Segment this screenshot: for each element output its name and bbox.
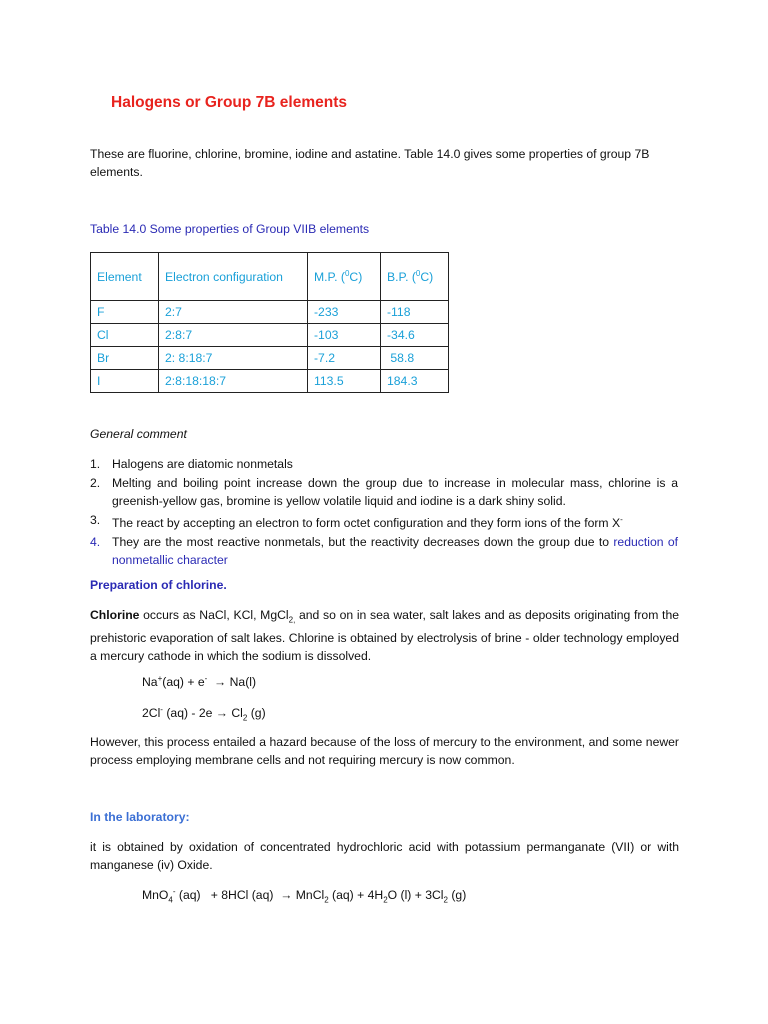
- eq-text: MnO: [142, 888, 169, 903]
- cell-mp: -7.2: [308, 347, 381, 370]
- cell-element: Br: [91, 347, 159, 370]
- table-row: [91, 370, 449, 393]
- general-comment-heading: General comment: [90, 427, 187, 441]
- laboratory-heading: In the laboratory:: [90, 810, 190, 824]
- eq-sub: 2: [443, 895, 448, 905]
- header-mp: [308, 253, 381, 301]
- list-item: [90, 511, 678, 532]
- header-bp: [381, 253, 449, 301]
- table-row: [91, 324, 449, 347]
- eq-sup: +: [157, 674, 163, 683]
- header-bp-unit: C): [420, 270, 434, 285]
- properties-table: [90, 252, 449, 393]
- cell-mp: 113.5: [308, 370, 381, 393]
- eq-text: Na: [142, 675, 158, 690]
- list-text: They are the most reactive nonmetals, but the reactivity decreases down the group due to: [112, 535, 614, 550]
- list-number: 2.: [90, 476, 101, 490]
- cell-bp: 58.8: [381, 347, 449, 370]
- list-number: 3.: [90, 513, 101, 527]
- cell-bp: 184.3: [381, 370, 449, 393]
- equation-1: [142, 674, 256, 689]
- list-text: Melting and boiling point increase down the group due to increase in molecular mass, chlorine is a greenish-yellow gas, bromine is yellow volatile liquid and iodine is a dark shiny solid.: [112, 476, 678, 508]
- eq-text: (g): [247, 706, 266, 721]
- cell-mp: -103: [308, 324, 381, 347]
- header-bp-degree: 0: [415, 268, 421, 278]
- table-row: [91, 347, 449, 370]
- list-superscript: -: [620, 515, 623, 524]
- eq-text: O (l) + 3Cl: [387, 888, 444, 903]
- para-text: and so on in sea water, salt lakes and as deposits originating from the prehistoric evaporation of salt lakes. Chlorine is obtained by electrolysis of brine - older technology employed a mercury cathode in which the sodium is dissolved.: [90, 608, 680, 664]
- eq-sup: -: [172, 887, 176, 896]
- hazard-paragraph: However, this process entailed a hazard because of the loss of mercury to the environment, and some newer process employing membrane cells and not requiring mercury is now common.: [90, 735, 679, 767]
- eq-text: (g): [447, 888, 467, 903]
- list-item: [90, 455, 678, 473]
- highlight-text: reduction of nonmetallic character: [112, 535, 678, 568]
- eq-text: → Na(l): [207, 675, 257, 690]
- eq-sub: 4: [168, 895, 173, 905]
- subscript: 2,: [288, 615, 296, 625]
- list-text: Halogens are diatomic nonmetals: [112, 457, 293, 471]
- eq-sup: -: [160, 705, 163, 714]
- list-number: 4.: [90, 535, 101, 550]
- cell-bp: -118: [381, 301, 449, 324]
- intro-paragraph: These are fluorine, chlorine, bromine, iodine and astatine. Table 14.0 gives some properties of group 7B elements.: [90, 147, 650, 179]
- eq-text: 2Cl: [142, 706, 161, 721]
- header-mp-label: M.P. (: [314, 270, 345, 285]
- cell-config: 2:8:18:18:7: [159, 370, 308, 393]
- cell-config: 2:8:7: [159, 324, 308, 347]
- laboratory-paragraph: it is obtained by oxidation of concentrated hydrochloric acid with potassium permanganate (VII) or with manganese (iv) Oxide.: [90, 840, 679, 872]
- header-electron-config: Electron configuration: [159, 253, 308, 301]
- chlorine-bold: Chlorine: [90, 608, 140, 622]
- chlorine-paragraph: [90, 606, 679, 665]
- list-item: [90, 533, 678, 569]
- eq-text: (aq) + 8HCl (aq) → MnCl: [175, 888, 325, 903]
- table-caption: Table 14.0 Some properties of Group VIIB elements: [90, 222, 370, 236]
- eq-sub: 2: [242, 713, 248, 723]
- equation-3: [142, 887, 466, 905]
- header-bp-label: B.P. (: [387, 270, 416, 285]
- list-item: [90, 474, 678, 510]
- eq-sup: -: [204, 674, 208, 683]
- header-mp-unit: C): [349, 270, 363, 285]
- table-header-row: [91, 253, 449, 301]
- header-mp-degree: 0: [344, 268, 350, 278]
- cell-config: 2: 8:18:7: [159, 347, 308, 370]
- eq-sub: 2: [324, 895, 329, 905]
- cell-element: Cl: [91, 324, 159, 347]
- comment-list: [90, 455, 678, 570]
- equation-2: [142, 705, 266, 723]
- para-text: occurs as NaCl, KCl, MgCl: [139, 608, 289, 622]
- cell-config: 2:7: [159, 301, 308, 324]
- eq-sub: 2: [383, 895, 388, 905]
- page-title: Halogens or Group 7B elements: [111, 94, 347, 111]
- header-element: Element: [91, 253, 159, 301]
- cell-element: I: [91, 370, 159, 393]
- eq-text: (aq) + e: [162, 675, 205, 690]
- table-row: [91, 301, 449, 324]
- cell-element: F: [91, 301, 159, 324]
- cell-mp: -233: [308, 301, 381, 324]
- cell-bp: -34.6: [381, 324, 449, 347]
- eq-text: (aq) + 4H: [328, 888, 384, 903]
- list-text: The react by accepting an electron to form octet configuration and they form ions of the form X: [112, 516, 621, 531]
- preparation-heading: Preparation of chlorine.: [90, 578, 227, 592]
- eq-text: (aq) - 2e → Cl: [162, 706, 243, 721]
- list-number: 1.: [90, 457, 101, 471]
